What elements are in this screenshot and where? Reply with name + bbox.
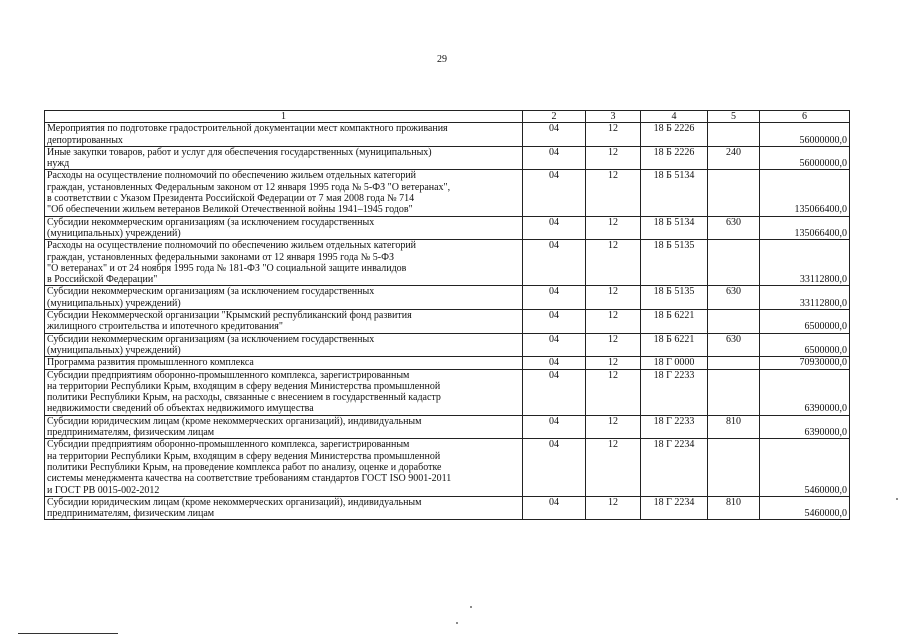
row-subsection: 12 bbox=[586, 286, 641, 310]
row-section: 04 bbox=[523, 439, 586, 496]
row-subsection: 12 bbox=[586, 216, 641, 240]
row-amount: 5460000,0 bbox=[760, 439, 850, 496]
row-target-code: 18 Г 2234 bbox=[641, 496, 708, 520]
row-target-code: 18 Б 6221 bbox=[641, 333, 708, 357]
row-expense-type: 630 bbox=[708, 333, 760, 357]
row-target-code: 18 Г 2234 bbox=[641, 439, 708, 496]
column-header: 2 bbox=[523, 111, 586, 123]
row-expense-type: 630 bbox=[708, 286, 760, 310]
row-target-code: 18 Б 6221 bbox=[641, 310, 708, 334]
row-amount: 33112800,0 bbox=[760, 286, 850, 310]
row-subsection: 12 bbox=[586, 333, 641, 357]
table-row bbox=[45, 123, 850, 147]
budget-table bbox=[44, 110, 850, 520]
row-expense-type bbox=[708, 123, 760, 147]
row-target-code: 18 Г 0000 bbox=[641, 357, 708, 369]
row-expense-type bbox=[708, 439, 760, 496]
table-row bbox=[45, 240, 850, 286]
row-expense-type bbox=[708, 369, 760, 415]
row-expense-type bbox=[708, 240, 760, 286]
scan-speck bbox=[456, 622, 458, 624]
row-section: 04 bbox=[523, 310, 586, 334]
row-subsection: 12 bbox=[586, 415, 641, 439]
table-row bbox=[45, 357, 850, 369]
row-section: 04 bbox=[523, 369, 586, 415]
row-subsection: 12 bbox=[586, 439, 641, 496]
row-expense-type bbox=[708, 310, 760, 334]
row-subsection: 12 bbox=[586, 123, 641, 147]
row-expense-type: 810 bbox=[708, 496, 760, 520]
row-name: Программа развития промышленного комплекса bbox=[45, 357, 523, 369]
row-target-code: 18 Б 5135 bbox=[641, 286, 708, 310]
row-section: 04 bbox=[523, 496, 586, 520]
row-section: 04 bbox=[523, 357, 586, 369]
row-subsection: 12 bbox=[586, 357, 641, 369]
table-row bbox=[45, 496, 850, 520]
row-name: Субсидии юридическим лицам (кроме некоммерческих организаций), индивидуальным предпринимателям, физическим лицам bbox=[45, 415, 523, 439]
row-subsection: 12 bbox=[586, 170, 641, 216]
table-row bbox=[45, 146, 850, 170]
table-row bbox=[45, 333, 850, 357]
column-header: 1 bbox=[45, 111, 523, 123]
column-header: 5 bbox=[708, 111, 760, 123]
scan-speck bbox=[896, 498, 898, 500]
row-target-code: 18 Г 2233 bbox=[641, 369, 708, 415]
row-target-code: 18 Б 5134 bbox=[641, 216, 708, 240]
row-name: Субсидии некоммерческим организациям (за исключением государственных (муниципальных) учреждений) bbox=[45, 333, 523, 357]
row-name: Мероприятия по подготовке градостроительной документации мест компактного проживания депортированных bbox=[45, 123, 523, 147]
row-expense-type: 630 bbox=[708, 216, 760, 240]
row-section: 04 bbox=[523, 333, 586, 357]
row-expense-type: 810 bbox=[708, 415, 760, 439]
row-subsection: 12 bbox=[586, 369, 641, 415]
row-amount: 6390000,0 bbox=[760, 415, 850, 439]
row-subsection: 12 bbox=[586, 310, 641, 334]
row-section: 04 bbox=[523, 415, 586, 439]
table-row bbox=[45, 286, 850, 310]
row-name: Субсидии предприятиям оборонно-промышленного комплекса, зарегистрированным на территории Республики Крым, входящим в сферу ведения Министерства промышленной политики Республики Крым, на проведение комплекса работ по анализу, оценке и доработке системы менеджмента качества на соответствие требованиям стандартов ГОСТ ISO 9001-2011 и ГОСТ РВ 0015-002-2012 bbox=[45, 439, 523, 496]
row-amount: 6500000,0 bbox=[760, 310, 850, 334]
row-name: Субсидии некоммерческим организациям (за исключением государственных (муниципальных) учреждений) bbox=[45, 216, 523, 240]
row-amount: 56000000,0 bbox=[760, 123, 850, 147]
table-row bbox=[45, 439, 850, 496]
row-name: Субсидии некоммерческим организациям (за исключением государственных (муниципальных) учреждений) bbox=[45, 286, 523, 310]
row-name: Иные закупки товаров, работ и услуг для обеспечения государственных (муниципальных) нужд bbox=[45, 146, 523, 170]
row-subsection: 12 bbox=[586, 496, 641, 520]
column-header: 4 bbox=[641, 111, 708, 123]
row-section: 04 bbox=[523, 170, 586, 216]
row-amount: 33112800,0 bbox=[760, 240, 850, 286]
table-row bbox=[45, 310, 850, 334]
row-amount: 6390000,0 bbox=[760, 369, 850, 415]
column-header: 3 bbox=[586, 111, 641, 123]
table-row bbox=[45, 170, 850, 216]
row-subsection: 12 bbox=[586, 146, 641, 170]
footer-rule bbox=[18, 633, 118, 634]
row-section: 04 bbox=[523, 240, 586, 286]
row-name: Расходы на осуществление полномочий по обеспечению жильем отдельных категорий граждан, установленных Федеральным законом от 12 января 1995 года № 5-ФЗ "О ветеранах", в соответствии с Указом Президента Российской Федерации от 7 мая 2008 года № 714 "Об обеспечении жильем ветеранов Великой Отечественной войны 1941–1945 годов" bbox=[45, 170, 523, 216]
row-subsection: 12 bbox=[586, 240, 641, 286]
page-number: 29 bbox=[437, 54, 447, 65]
row-amount: 56000000,0 bbox=[760, 146, 850, 170]
row-amount: 6500000,0 bbox=[760, 333, 850, 357]
row-name: Расходы на осуществление полномочий по обеспечению жильем отдельных категорий граждан, установленных федеральными законами от 12 января 1995 года № 5-ФЗ "О ветеранах" и от 24 ноября 1995 года № 181-ФЗ "О социальной защите инвалидов в Российской Федерации" bbox=[45, 240, 523, 286]
row-target-code: 18 Б 2226 bbox=[641, 146, 708, 170]
row-target-code: 18 Г 2233 bbox=[641, 415, 708, 439]
row-section: 04 bbox=[523, 216, 586, 240]
row-target-code: 18 Б 2226 bbox=[641, 123, 708, 147]
row-amount: 135066400,0 bbox=[760, 170, 850, 216]
row-amount: 70930000,0 bbox=[760, 357, 850, 369]
row-expense-type bbox=[708, 357, 760, 369]
table-row bbox=[45, 369, 850, 415]
row-amount: 135066400,0 bbox=[760, 216, 850, 240]
row-expense-type: 240 bbox=[708, 146, 760, 170]
row-name: Субсидии Некоммерческой организации "Крымский республиканский фонд развития жилищного строительства и ипотечного кредитования" bbox=[45, 310, 523, 334]
row-name: Субсидии юридическим лицам (кроме некоммерческих организаций), индивидуальным предпринимателям, физическим лицам bbox=[45, 496, 523, 520]
scan-speck bbox=[470, 606, 472, 608]
row-section: 04 bbox=[523, 123, 586, 147]
row-target-code: 18 Б 5135 bbox=[641, 240, 708, 286]
table-header-row bbox=[45, 111, 850, 123]
table-row bbox=[45, 216, 850, 240]
row-expense-type bbox=[708, 170, 760, 216]
column-header: 6 bbox=[760, 111, 850, 123]
table-row bbox=[45, 415, 850, 439]
row-section: 04 bbox=[523, 146, 586, 170]
row-amount: 5460000,0 bbox=[760, 496, 850, 520]
row-name: Субсидии предприятиям оборонно-промышленного комплекса, зарегистрированным на территории Республики Крым, входящим в сферу ведения Министерства промышленной политики Республики Крым, на расходы, связанные с внесением в государственный кадастр недвижимости сведений об объектах недвижимого имущества bbox=[45, 369, 523, 415]
row-section: 04 bbox=[523, 286, 586, 310]
row-target-code: 18 Б 5134 bbox=[641, 170, 708, 216]
